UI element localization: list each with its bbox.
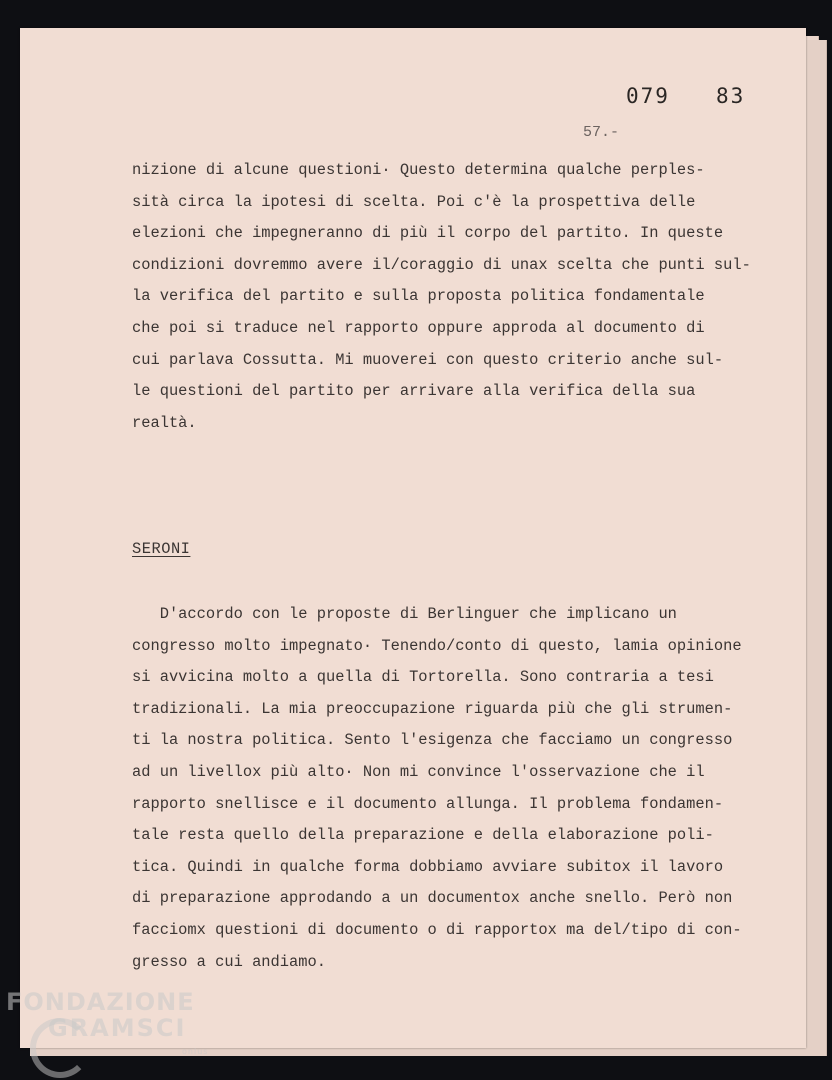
text-line: nizione di alcune questioni· Questo determina qualche perples- bbox=[132, 161, 705, 179]
text-line: gresso a cui andiamo. bbox=[132, 952, 326, 971]
text-line: le questioni del partito per arrivare alla verifica della sua bbox=[132, 382, 696, 401]
sheet-number: 83 bbox=[716, 84, 746, 108]
text-line: rapporto snellisce e il documento allunga. Il problema fondamen- bbox=[132, 794, 724, 813]
text-line: che poi si traduce nel rapporto oppure approda al documento di bbox=[132, 318, 705, 337]
watermark-line-1: FONDAZIONE bbox=[6, 988, 195, 1016]
text-line: di preparazione approdando a un documentox anche snello. Però non bbox=[132, 889, 733, 908]
text-line: congresso molto impegnato· Tenendo/conto di questo, lamia opinione bbox=[132, 636, 742, 655]
text-line: ad un livellox più alto· Non mi convince l'osservazione che il bbox=[132, 762, 705, 781]
text-line: la verifica del partito e sulla proposta politica fondamentale bbox=[132, 287, 705, 306]
watermark bbox=[6, 988, 209, 1056]
text-line: condizioni dovremmo avere il/coraggio di unax scelta che punti sul- bbox=[132, 255, 751, 274]
paragraph-2 bbox=[132, 599, 772, 978]
text-line: tica. Quindi in qualche forma dobbiamo avviare subitox il lavoro bbox=[132, 857, 724, 876]
text-line: sità circa la ipotesi di scelta. Poi c'è la prospettiva delle bbox=[132, 192, 696, 211]
text-line: realtà. bbox=[132, 413, 197, 432]
typed-page-number: 57.- bbox=[583, 124, 620, 141]
text-line: cui parlava Cossutta. Mi muoverei con questo criterio anche sul- bbox=[132, 350, 724, 369]
text-line: ti la nostra politica. Sento l'esigenza che facciamo un congresso bbox=[132, 731, 733, 750]
text-line: tale resta quello della preparazione e della elaborazione poli- bbox=[132, 826, 714, 845]
watermark-line-2: GRAMSCI bbox=[48, 1014, 187, 1042]
paragraph-1 bbox=[132, 155, 772, 439]
text-line: facciomx questioni di documento o di rapportox ma del/tipo di con- bbox=[132, 920, 742, 939]
text-line: si avvicina molto a quella di Tortorella. Sono contraria a tesi bbox=[132, 668, 714, 687]
watermark-line-3: onlus bbox=[182, 1047, 209, 1056]
text-line: D'accordo con le proposte di Berlinguer che implicano un bbox=[132, 605, 677, 623]
archive-number: 079 bbox=[626, 84, 670, 108]
text-line: elezioni che impegneranno di più il corpo del partito. In queste bbox=[132, 224, 724, 243]
text-line: tradizionali. La mia preoccupazione riguarda più che gli strumen- bbox=[132, 699, 733, 718]
speaker-heading: SERONI bbox=[132, 540, 191, 558]
